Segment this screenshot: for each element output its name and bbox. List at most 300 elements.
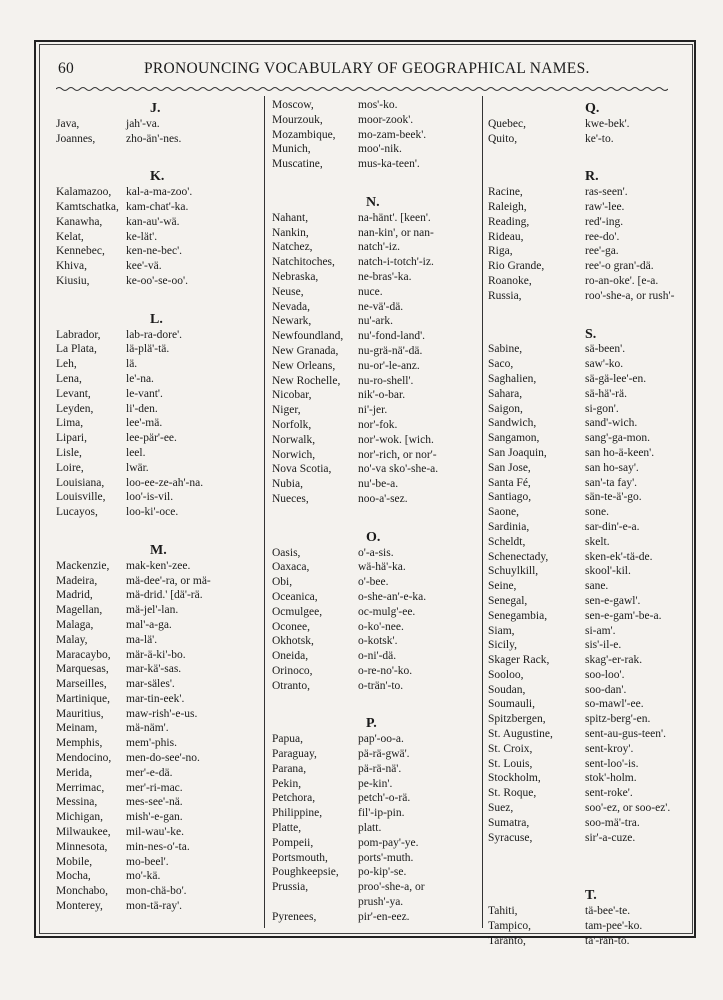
place-name: San Joaquin, <box>488 446 547 459</box>
vocabulary-entry <box>488 289 702 304</box>
pronunciation: mo-zam-beek'. <box>358 128 427 141</box>
pronunciation: platt. <box>358 822 382 835</box>
pronunciation: o-she-an'-e-ka. <box>358 590 427 603</box>
place-name: Nankin, <box>272 226 309 239</box>
pronunciation: ne-vä'-dä. <box>358 300 404 313</box>
pronunciation: nan-kin', or nan- <box>358 226 434 239</box>
vocabulary-entry <box>272 359 478 374</box>
vocabulary-entry <box>488 564 702 579</box>
pronunciation: sent-roke'. <box>585 787 633 800</box>
pronunciation: skelt. <box>585 535 610 548</box>
pronunciation: mon-chä-bo'. <box>126 885 187 898</box>
vocabulary-entry <box>56 603 260 618</box>
place-name: Nahant, <box>272 211 309 224</box>
pronunciation: pir'-en-eez. <box>358 910 410 923</box>
place-name: Muscatine, <box>272 158 323 171</box>
place-name: Monchabo, <box>56 885 109 898</box>
pronunciation: saw'-ko. <box>585 358 624 371</box>
pronunciation: mo-beel'. <box>126 855 169 868</box>
section-spacer <box>488 146 702 166</box>
pronunciation: natch'-iz. <box>358 241 400 254</box>
vocabulary-entry <box>272 851 478 866</box>
place-name: Sangamon, <box>488 432 540 445</box>
vocabulary-entry <box>272 679 478 694</box>
place-name: Okhotsk, <box>272 635 314 648</box>
pronunciation: ke-oo'-se-oo'. <box>126 274 188 287</box>
vocabulary-entry <box>272 747 478 762</box>
section-spacer <box>272 507 478 527</box>
vocabulary-entry <box>272 664 478 679</box>
vocabulary-entry <box>488 215 702 230</box>
place-name: Riga, <box>488 245 513 258</box>
pronunciation: kan-au'-wä. <box>126 215 180 228</box>
vocabulary-entry <box>56 840 260 855</box>
vocabulary-entry <box>272 865 478 880</box>
page-number: 60 <box>58 60 75 77</box>
vocabulary-entry <box>488 117 702 132</box>
page-title: PRONOUNCING VOCABULARY OF GEOGRAPHICAL NAMES. <box>144 60 590 77</box>
vocabulary-entry <box>56 899 260 914</box>
place-name: Meinam, <box>56 722 98 735</box>
place-name: Kiusiu, <box>56 274 90 287</box>
place-name: Skager Rack, <box>488 654 550 667</box>
place-name: Prussia, <box>272 881 309 894</box>
pronunciation: mal'-a-ga. <box>126 618 172 631</box>
vocabulary-entry <box>488 357 702 372</box>
pronunciation: jah'-va. <box>126 117 160 130</box>
vocabulary-entry <box>272 388 478 403</box>
pronunciation: san ho-ä-keen'. <box>585 446 655 459</box>
place-name: Paraguay, <box>272 748 317 761</box>
pronunciation: sä-gä-lee'-en. <box>585 372 647 385</box>
pronunciation: si-am'. <box>585 624 616 637</box>
pronunciation: pap'-oo-a. <box>358 733 404 746</box>
vocabulary-entry <box>272 270 478 285</box>
vocabulary-entry <box>272 732 478 747</box>
pronunciation: pom-pay'-ye. <box>358 836 419 849</box>
place-name: Otranto, <box>272 679 311 692</box>
pronunciation: ro-an-oke'. [e-a. <box>585 274 659 287</box>
pronunciation: skag'-er-rak. <box>585 654 643 667</box>
pronunciation: sone. <box>585 506 609 519</box>
place-name: Nevada, <box>272 300 310 313</box>
place-name: Raleigh, <box>488 200 527 213</box>
vocabulary-entry <box>488 786 702 801</box>
place-name: Santa Fé, <box>488 476 531 489</box>
vocabulary-entry <box>56 372 260 387</box>
pronunciation: mä-näm'. <box>126 722 169 735</box>
place-name: Nebraska, <box>272 270 319 283</box>
place-name: Labrador, <box>56 328 101 341</box>
place-name: St. Croix, <box>488 742 533 755</box>
pronunciation: mä-drid.' [dä'-rä. <box>126 589 203 602</box>
place-name: Sicily, <box>488 639 517 652</box>
pronunciation: proo'-she-a, or <box>358 881 425 894</box>
pronunciation: ma-lä'. <box>126 633 158 646</box>
pronunciation: li'-den. <box>126 402 158 415</box>
vocabulary-entry <box>56 662 260 677</box>
vocabulary-entry <box>488 624 702 639</box>
vocabulary-entry <box>488 668 702 683</box>
place-name: Philippine, <box>272 807 323 820</box>
vocabulary-entry <box>56 387 260 402</box>
place-name: Louisville, <box>56 491 106 504</box>
place-name: Saigon, <box>488 402 523 415</box>
place-name: San Jose, <box>488 461 531 474</box>
place-name: Scheldt, <box>488 535 526 548</box>
place-name: Martinique, <box>56 692 110 705</box>
vocabulary-entry <box>56 825 260 840</box>
pronunciation: nor'-fok. <box>358 418 398 431</box>
vocabulary-entry <box>488 476 702 491</box>
vocabulary-entry <box>56 692 260 707</box>
vocabulary-entry <box>56 736 260 751</box>
pronunciation: kee'-vä. <box>126 260 162 273</box>
vocabulary-entry <box>488 653 702 668</box>
pronunciation: sang'-ga-mon. <box>585 432 650 445</box>
vocabulary-entry <box>56 200 260 215</box>
vocabulary-entry <box>488 416 702 431</box>
vocabulary-entry <box>56 721 260 736</box>
pronunciation: sis'-il-e. <box>585 639 622 652</box>
pronunciation: o-ni'-dä. <box>358 650 397 663</box>
pronunciation: po-kip'-se. <box>358 866 407 879</box>
place-name: Ocmulgee, <box>272 605 323 618</box>
pronunciation: red'-ing. <box>585 215 624 228</box>
pronunciation: pä-rä-nä'. <box>358 762 402 775</box>
vocabulary-entry <box>272 128 478 143</box>
section-spacer <box>272 693 478 713</box>
place-name: Nubia, <box>272 478 303 491</box>
place-name: Madrid, <box>56 589 93 602</box>
pronunciation: roo'-she-a, or rush'- <box>585 289 675 302</box>
pronunciation: kam-chat'-ka. <box>126 200 189 213</box>
place-name: Lima, <box>56 417 84 430</box>
place-name: Obi, <box>272 576 293 589</box>
vocabulary-entry <box>272 910 478 925</box>
place-name: Tahiti, <box>488 905 518 918</box>
vocabulary-entry <box>56 633 260 648</box>
vocabulary-entry <box>272 575 478 590</box>
pronunciation: sent-au-gus-teen'. <box>585 728 666 741</box>
vocabulary-entry <box>56 402 260 417</box>
vocabulary-entry <box>272 620 478 635</box>
place-name: Mauritius, <box>56 707 104 720</box>
vocabulary-entry <box>272 546 478 561</box>
pronunciation: loo-ki'-oce. <box>126 506 179 519</box>
pronunciation: ke'-to. <box>585 132 614 145</box>
pronunciation: sent-loo'-is. <box>585 757 639 770</box>
place-name: Siam, <box>488 624 515 637</box>
pronunciation: men-do-see'-no. <box>126 752 200 765</box>
pronunciation: soo-loo'. <box>585 668 625 681</box>
pronunciation: prush'-ya. <box>358 896 404 909</box>
page-footer-margin <box>0 940 723 1000</box>
vocabulary-entry <box>272 836 478 851</box>
pronunciation: mä-dee'-ra, or mä- <box>126 574 211 587</box>
pronunciation: mar-säles'. <box>126 678 175 691</box>
place-name: Russia, <box>488 289 522 302</box>
pronunciation: moo'-nik. <box>358 143 402 156</box>
vocabulary-entry <box>56 446 260 461</box>
vocabulary-entry <box>488 274 702 289</box>
vocabulary-entry <box>272 433 478 448</box>
vocabulary-entry <box>488 801 702 816</box>
pronunciation: mus-ka-teen'. <box>358 158 420 171</box>
vocabulary-entry <box>56 559 260 574</box>
pronunciation: sen-e-gawl'. <box>585 594 641 607</box>
place-name: Syracuse, <box>488 831 533 844</box>
place-name: Senegal, <box>488 594 528 607</box>
vocabulary-entry <box>272 113 478 128</box>
pronunciation: tam-pee'-ko. <box>585 920 643 933</box>
place-name: Oasis, <box>272 546 301 559</box>
place-name: Schenectady, <box>488 550 549 563</box>
place-name: Tampico, <box>488 920 531 933</box>
place-name: Joannes, <box>56 132 96 145</box>
vocabulary-entry <box>56 215 260 230</box>
pronunciation: tä'-rän-to. <box>585 934 630 947</box>
vocabulary-entry <box>488 520 702 535</box>
vocabulary-entry <box>272 634 478 649</box>
vocabulary-entry <box>272 560 478 575</box>
place-name: New Orleans, <box>272 359 336 372</box>
place-name: Natchez, <box>272 241 313 254</box>
vocabulary-entry <box>272 344 478 359</box>
vocabulary-entry <box>488 816 702 831</box>
vocabulary-entry <box>272 300 478 315</box>
vocabulary-entry <box>488 132 702 147</box>
place-name: Sardinia, <box>488 520 530 533</box>
place-name: Milwaukee, <box>56 826 111 839</box>
pronunciation: tä-bee'-te. <box>585 905 631 918</box>
pronunciation: loo'-is-vil. <box>126 491 174 504</box>
section-letter-heading: M. <box>150 542 167 558</box>
section-letter-heading: O. <box>366 529 381 545</box>
vocabulary-entry <box>56 574 260 589</box>
vocabulary-entry <box>56 618 260 633</box>
decorative-wavy-rule <box>56 84 668 94</box>
pronunciation: nu-grä-nä'-dä. <box>358 344 423 357</box>
place-name: Malay, <box>56 633 88 646</box>
vocabulary-entry <box>488 185 702 200</box>
place-name: Soumauli, <box>488 698 535 711</box>
place-name: Kamtschatka, <box>56 200 119 213</box>
place-name: Newark, <box>272 315 312 328</box>
pronunciation: mos'-ko. <box>358 99 398 111</box>
section-letter-heading: S. <box>585 326 597 342</box>
pronunciation: natch-i-totch'-iz. <box>358 256 434 269</box>
vocabulary-entry <box>56 476 260 491</box>
vocabulary-entry <box>56 274 260 289</box>
pronunciation: ras-seen'. <box>585 186 628 199</box>
vocabulary-entry <box>272 649 478 664</box>
vocabulary-entry <box>272 605 478 620</box>
pronunciation: so-mawl'-ee. <box>585 698 644 711</box>
pronunciation: nuce. <box>358 285 383 298</box>
vocabulary-entry <box>56 707 260 722</box>
pronunciation: nu'-be-a. <box>358 478 399 491</box>
column-q-to-t <box>488 98 702 949</box>
pronunciation: no'-va sko'-she-a. <box>358 463 439 476</box>
pronunciation: le'-na. <box>126 372 154 385</box>
place-name: Reading, <box>488 215 530 228</box>
vocabulary-entry <box>488 771 702 786</box>
vocabulary-entry <box>488 402 702 417</box>
place-name: Oconee, <box>272 620 310 633</box>
vocabulary-entry <box>272 285 478 300</box>
vocabulary-entry <box>272 374 478 389</box>
pronunciation: lwär. <box>126 461 149 474</box>
place-name: Senegambia, <box>488 609 548 622</box>
pronunciation: soo-dan'. <box>585 683 627 696</box>
pronunciation: mo'-kä. <box>126 870 161 883</box>
place-name: Rideau, <box>488 230 524 243</box>
place-name: Nicobar, <box>272 389 312 402</box>
section-letter-heading: T. <box>585 888 597 904</box>
place-name: Saone, <box>488 506 519 519</box>
place-name: Mackenzie, <box>56 559 110 572</box>
section-letter-heading: Q. <box>585 101 600 116</box>
place-name: Lipari, <box>56 432 87 445</box>
place-name: Mourzouk, <box>272 113 323 126</box>
vocabulary-entry <box>272 211 478 226</box>
place-name: Java, <box>56 117 80 130</box>
section-letter-heading: N. <box>366 194 380 210</box>
place-name: Merida, <box>56 766 93 779</box>
place-name: Papua, <box>272 733 303 746</box>
section-spacer <box>488 304 702 324</box>
vocabulary-entry <box>488 683 702 698</box>
place-name: Mozambique, <box>272 128 336 141</box>
pronunciation: sä-been'. <box>585 343 626 356</box>
place-name: Norfolk, <box>272 418 312 431</box>
place-name: Minnesota, <box>56 840 108 853</box>
place-name: Mobile, <box>56 855 93 868</box>
vocabulary-entry <box>272 821 478 836</box>
place-name: Lisle, <box>56 446 82 459</box>
vocabulary-entry <box>272 226 478 241</box>
pronunciation: sent-kroy'. <box>585 742 634 755</box>
vocabulary-entry <box>56 766 260 781</box>
vocabulary-entry <box>56 431 260 446</box>
vocabulary-entry <box>488 200 702 215</box>
place-name: Sabine, <box>488 343 523 356</box>
vocabulary-entry <box>272 403 478 418</box>
vocabulary-entry <box>56 884 260 899</box>
pronunciation: skool'-kil. <box>585 565 631 578</box>
vocabulary-entry <box>56 810 260 825</box>
pronunciation: soo'-ez, or soo-ez'. <box>585 802 671 815</box>
pronunciation: si-gon'. <box>585 402 619 415</box>
vocabulary-entry <box>272 590 478 605</box>
place-name: Pompeii, <box>272 836 314 849</box>
section-spacer <box>56 146 260 166</box>
pronunciation: mer'-e-dä. <box>126 766 173 779</box>
vocabulary-entry <box>488 579 702 594</box>
column-divider-right <box>482 96 483 928</box>
vocabulary-entry <box>56 648 260 663</box>
pronunciation: o-kotsk'. <box>358 635 398 648</box>
vocabulary-entry <box>56 588 260 603</box>
place-name: Merrimac, <box>56 781 105 794</box>
place-name: Kalamazoo, <box>56 186 112 199</box>
place-name: Michigan, <box>56 811 103 824</box>
pronunciation: noo-a'-sez. <box>358 492 408 505</box>
vocabulary-entry <box>488 535 702 550</box>
pronunciation: sken-ek'-tä-de. <box>585 550 653 563</box>
vocabulary-entry <box>488 594 702 609</box>
pronunciation: sar-din'-e-a. <box>585 520 640 533</box>
pronunciation: pä-rä-gwä'. <box>358 748 410 761</box>
vocabulary-entry <box>56 357 260 372</box>
column-m-to-p <box>272 98 478 925</box>
place-name: Santiago, <box>488 491 532 504</box>
place-name: Norwich, <box>272 448 316 461</box>
place-name: Mendocino, <box>56 752 112 765</box>
place-name: Khiva, <box>56 260 87 273</box>
vocabulary-entry <box>488 387 702 402</box>
place-name: Spitzbergen, <box>488 713 546 726</box>
vocabulary-entry <box>56 781 260 796</box>
place-name <box>272 895 358 910</box>
pronunciation: nor'-rich, or nor'- <box>358 448 437 461</box>
pronunciation: san ho-say'. <box>585 461 639 474</box>
pronunciation: mil-wau'-ke. <box>126 826 184 839</box>
place-name: Nueces, <box>272 492 309 505</box>
pronunciation: ne-bras'-ka. <box>358 270 412 283</box>
pronunciation: mes-see'-nä. <box>126 796 183 809</box>
place-name: Pekin, <box>272 777 302 790</box>
place-name: Leh, <box>56 358 77 371</box>
place-name: Poughkeepsie, <box>272 866 339 879</box>
vocabulary-entry <box>488 904 702 919</box>
place-name: Soudan, <box>488 683 526 696</box>
pronunciation: spitz-berg'-en. <box>585 713 651 726</box>
pronunciation: fil'-ip-pin. <box>358 807 405 820</box>
place-name: Monterey, <box>56 900 103 913</box>
place-name: Lucayos, <box>56 506 98 519</box>
pronunciation: mem'-phis. <box>126 737 177 750</box>
place-name: New Rochelle, <box>272 374 341 387</box>
vocabulary-entry <box>272 418 478 433</box>
pronunciation: ports'-muth. <box>358 851 414 864</box>
vocabulary-entry <box>272 777 478 792</box>
place-name: Mocha, <box>56 870 91 883</box>
vocabulary-entry <box>488 490 702 505</box>
section-letter-heading: J. <box>150 101 161 116</box>
page-header <box>58 58 652 78</box>
vocabulary-entry <box>488 342 702 357</box>
pronunciation: loo-ee-ze-ah'-na. <box>126 476 204 489</box>
place-name: Kanawha, <box>56 215 103 228</box>
vocabulary-entry <box>56 132 260 147</box>
vocabulary-entry <box>272 880 478 895</box>
place-name: Munich, <box>272 143 311 156</box>
place-name: Leyden, <box>56 402 94 415</box>
pronunciation: kwe-bek'. <box>585 117 630 130</box>
pronunciation: lee-pär'-ee. <box>126 432 177 445</box>
vocabulary-entry <box>488 712 702 727</box>
vocabulary-entry <box>488 742 702 757</box>
place-name: Messina, <box>56 796 98 809</box>
pronunciation: o-re-no'-ko. <box>358 664 413 677</box>
place-name: Sooloo, <box>488 668 524 681</box>
section-spacer <box>488 845 702 865</box>
place-name: St. Roque, <box>488 787 537 800</box>
vocabulary-entry <box>56 342 260 357</box>
vocabulary-entry <box>56 185 260 200</box>
